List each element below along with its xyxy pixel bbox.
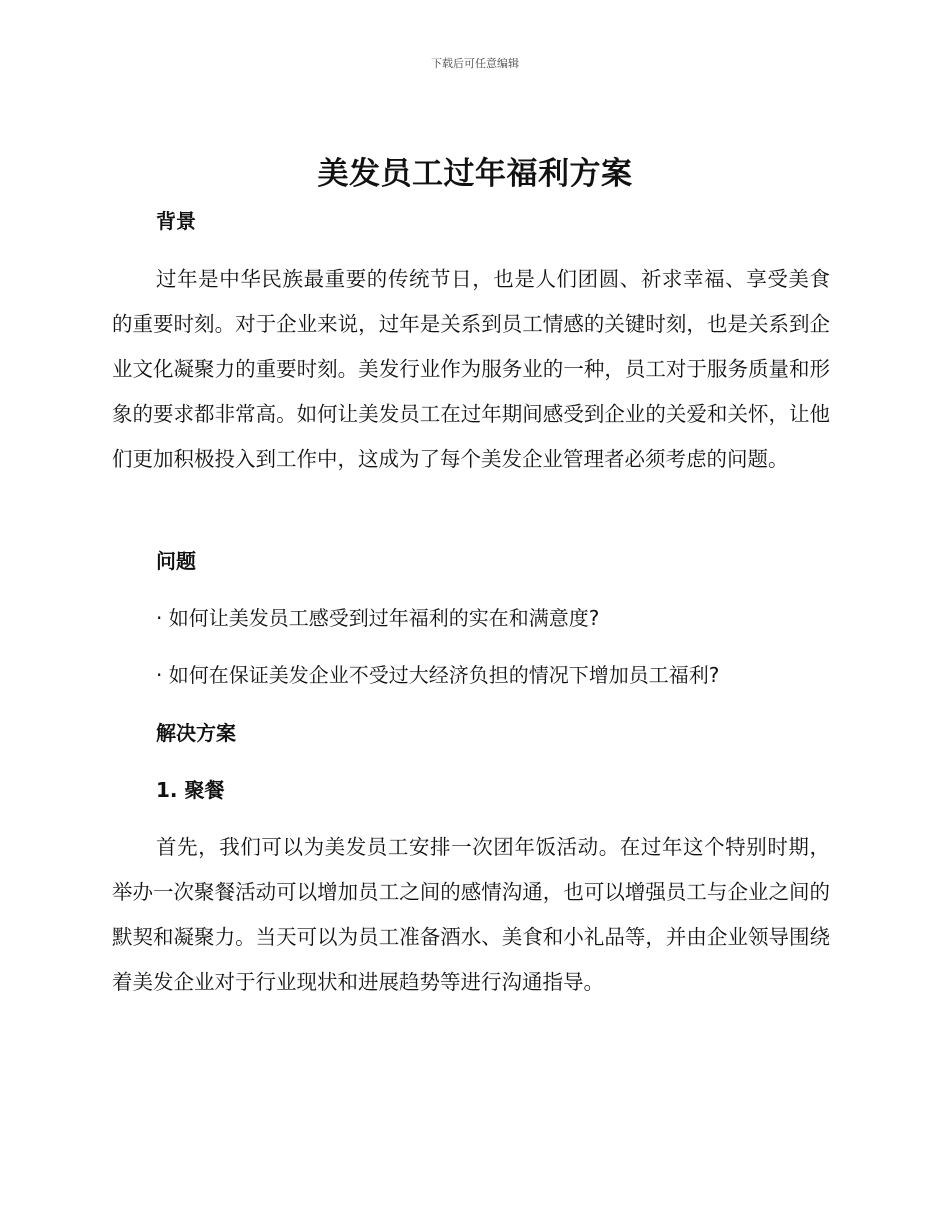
section-heading-problems: 问题 (156, 549, 196, 573)
background-paragraph: 过年是中华民族最重要的传统节日，也是人们团圆、祈求幸福、享受美食的重要时刻。对于企业来说，过年是关系到员工情感的关键时刻，也是关系到企业文化凝聚力的重要时刻。美发行业作为服务业的一种，员工对于服务质量和形象的要求都非常高。如何让美发员工在过年期间感受到企业的关爱和关怀，让他们更加积极投入到工作中，这成为了每个美发企业管理者必须考虑的问题。 (112, 267, 830, 471)
problem-item-1: · 如何让美发员工感受到过年福利的实在和满意度? (156, 606, 600, 630)
solution-subheading-dinner: 1. 聚餐 (156, 778, 225, 802)
section-heading-solutions: 解决方案 (156, 721, 236, 745)
page-header-note: 下载后可任意编辑 (431, 57, 519, 70)
document-title: 美发员工过年福利方案 (317, 156, 633, 192)
section-heading-background: 背景 (156, 209, 196, 233)
solution-paragraph-dinner: 首先，我们可以为美发员工安排一次团年饭活动。在过年这个特别时期，举办一次聚餐活动可以增加员工之间的感情沟通，也可以增强员工与企业之间的默契和凝聚力。当天可以为员工准备酒水、美食和小礼品等，并由企业领导围绕着美发企业对于行业现状和进展趋势等进行沟通指导。 (112, 835, 830, 994)
problem-item-2: · 如何在保证美发企业不受过大经济负担的情况下增加员工福利? (156, 663, 720, 687)
